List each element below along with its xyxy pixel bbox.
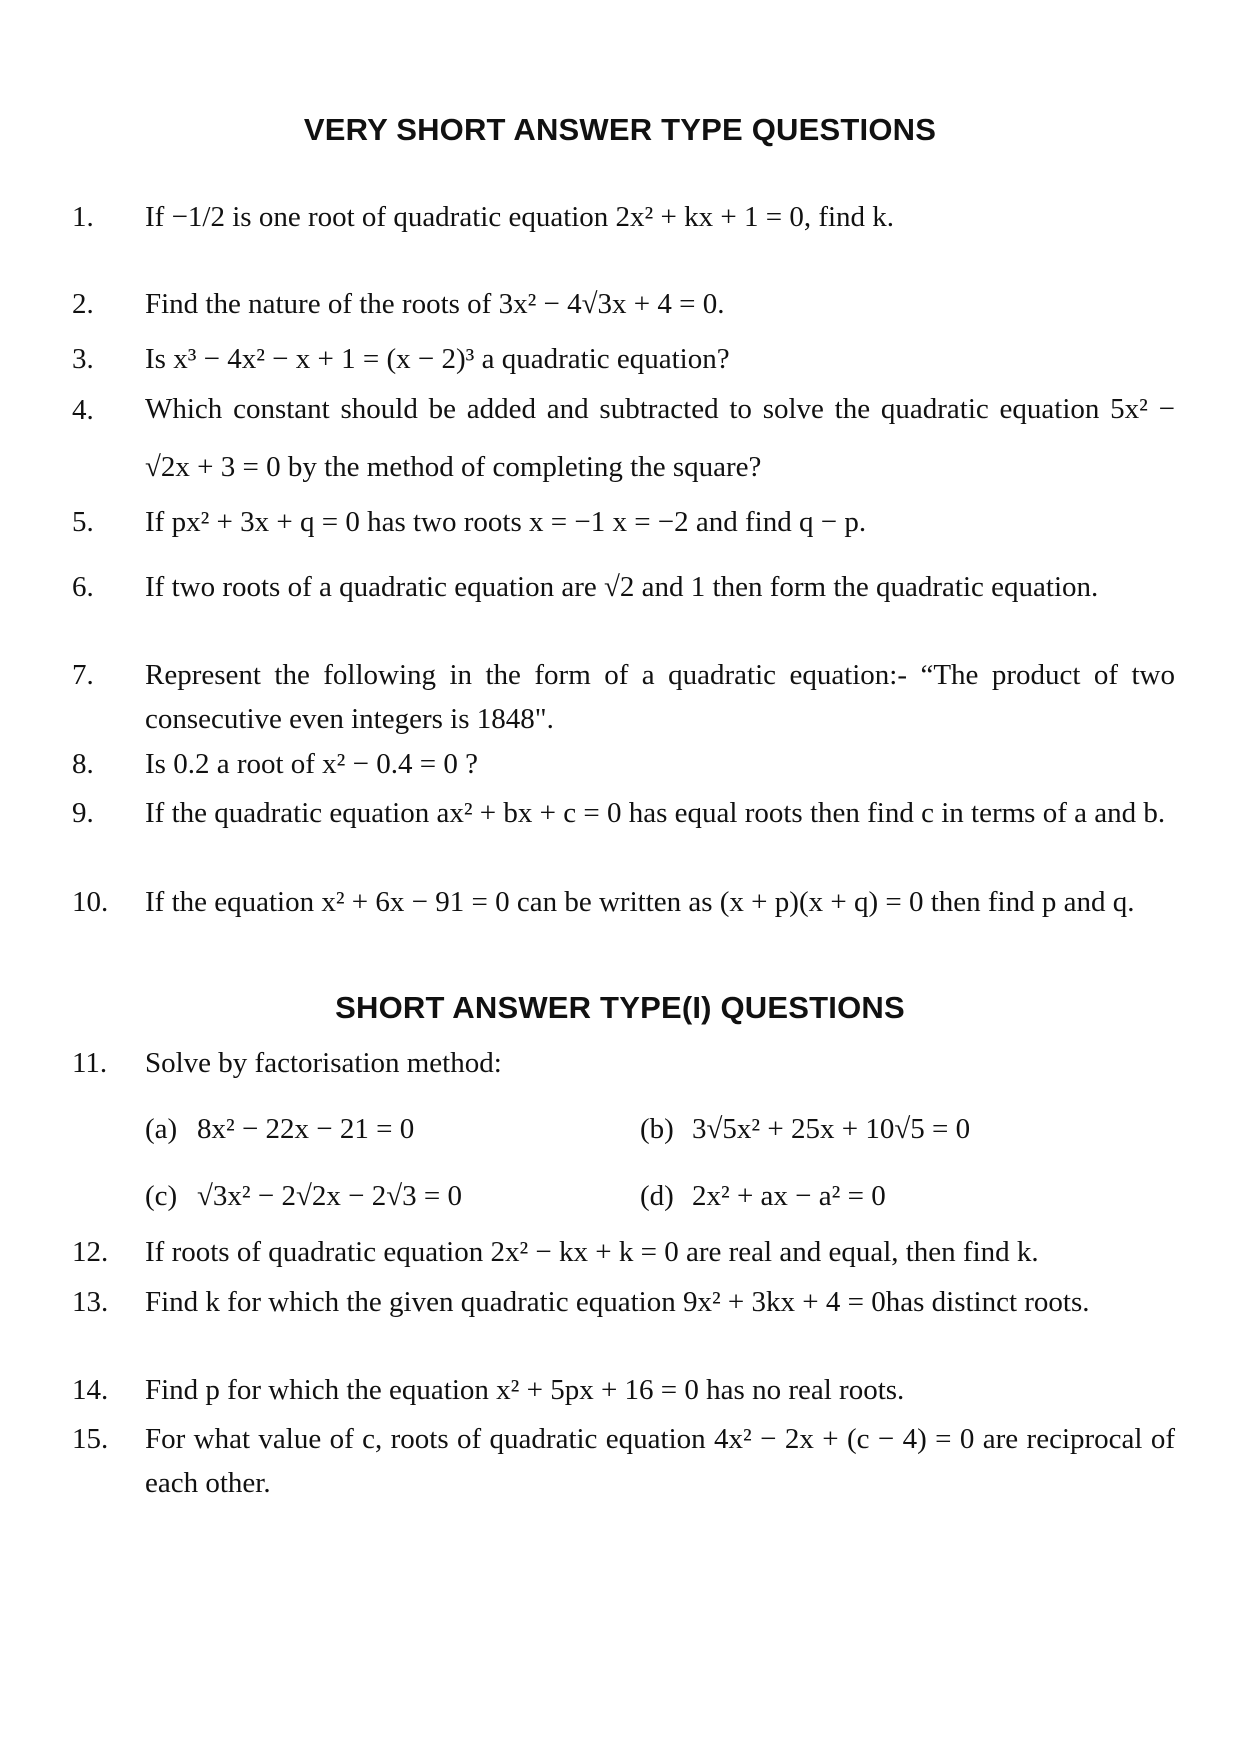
question-text: For what value of c, roots of quadratic equation 4x² − 2x + (c − 4) = 0 are reciprocal of each other. xyxy=(145,1423,1175,1499)
q11-part-c xyxy=(145,1174,462,1218)
question-number: 5. xyxy=(72,506,94,538)
question-number: 8. xyxy=(72,748,94,780)
q11-part-d xyxy=(640,1174,886,1218)
part-expression: 3√5x² + 25x + 10√5 = 0 xyxy=(692,1113,971,1145)
part-label: (c) xyxy=(145,1180,178,1212)
question-text: Which constant should be added and subtracted to solve the quadratic equation 5x² − √2x + 3 = 0 by the method of completing the square? xyxy=(145,393,1175,483)
question-text: If px² + 3x + q = 0 has two roots x = −1 x = −2 and find q − p. xyxy=(145,506,867,538)
question-text: If roots of quadratic equation 2x² − kx + k = 0 are real and equal, then find k. xyxy=(145,1236,1039,1268)
question-text: If −1/2 is one root of quadratic equation 2x² + kx + 1 = 0, find k. xyxy=(145,201,895,233)
question-number: 12. xyxy=(72,1236,109,1268)
question-text: Is x³ − 4x² − x + 1 = (x − 2)³ a quadratic equation? xyxy=(145,343,730,375)
question-number: 14. xyxy=(72,1374,109,1406)
q11-part-a xyxy=(145,1107,414,1151)
question-text: Solve by factorisation method: xyxy=(145,1047,502,1079)
question-number: 9. xyxy=(72,797,94,829)
part-expression: √3x² − 2√2x − 2√3 = 0 xyxy=(197,1180,463,1212)
part-expression: 2x² + ax − a² = 0 xyxy=(692,1180,886,1212)
part-expression: 8x² − 22x − 21 = 0 xyxy=(197,1113,415,1145)
question-text: If two roots of a quadratic equation are √2 and 1 then form the quadratic equation. xyxy=(145,571,1099,603)
question-text: Find k for which the given quadratic equation 9x² + 3kx + 4 = 0has distinct roots. xyxy=(145,1286,1090,1318)
question-number: 3. xyxy=(72,343,94,375)
section-heading-very-short: VERY SHORT ANSWER TYPE QUESTIONS xyxy=(303,112,937,147)
part-label: (d) xyxy=(640,1180,674,1212)
question-text: Represent the following in the form of a quadratic equation:- “The product of two consecutive even integers is 1848". xyxy=(145,659,1175,735)
question-text: Is 0.2 a root of x² − 0.4 = 0 ? xyxy=(145,748,478,780)
question-number: 13. xyxy=(72,1286,109,1318)
question-number: 6. xyxy=(72,571,94,603)
question-text: If the equation x² + 6x − 91 = 0 can be written as (x + p)(x + q) = 0 then find p and q. xyxy=(145,886,1135,918)
question-number: 7. xyxy=(72,659,94,691)
question-number: 2. xyxy=(72,288,94,320)
question-number: 1. xyxy=(72,201,94,233)
question-number: 4. xyxy=(72,394,94,426)
q11-part-b xyxy=(640,1107,970,1151)
part-label: (b) xyxy=(640,1113,674,1145)
section-heading-short-i: SHORT ANSWER TYPE(I) QUESTIONS xyxy=(335,990,905,1025)
question-number: 15. xyxy=(72,1423,109,1455)
question-text: Find the nature of the roots of 3x² − 4√3x + 4 = 0. xyxy=(145,288,725,320)
question-number: 10. xyxy=(72,886,109,918)
question-number: 11. xyxy=(72,1047,108,1079)
question-text: Find p for which the equation x² + 5px + 16 = 0 has no real roots. xyxy=(145,1374,905,1406)
question-text: If the quadratic equation ax² + bx + c = 0 has equal roots then find c in terms of a and b. xyxy=(145,797,1166,829)
part-label: (a) xyxy=(145,1113,178,1145)
